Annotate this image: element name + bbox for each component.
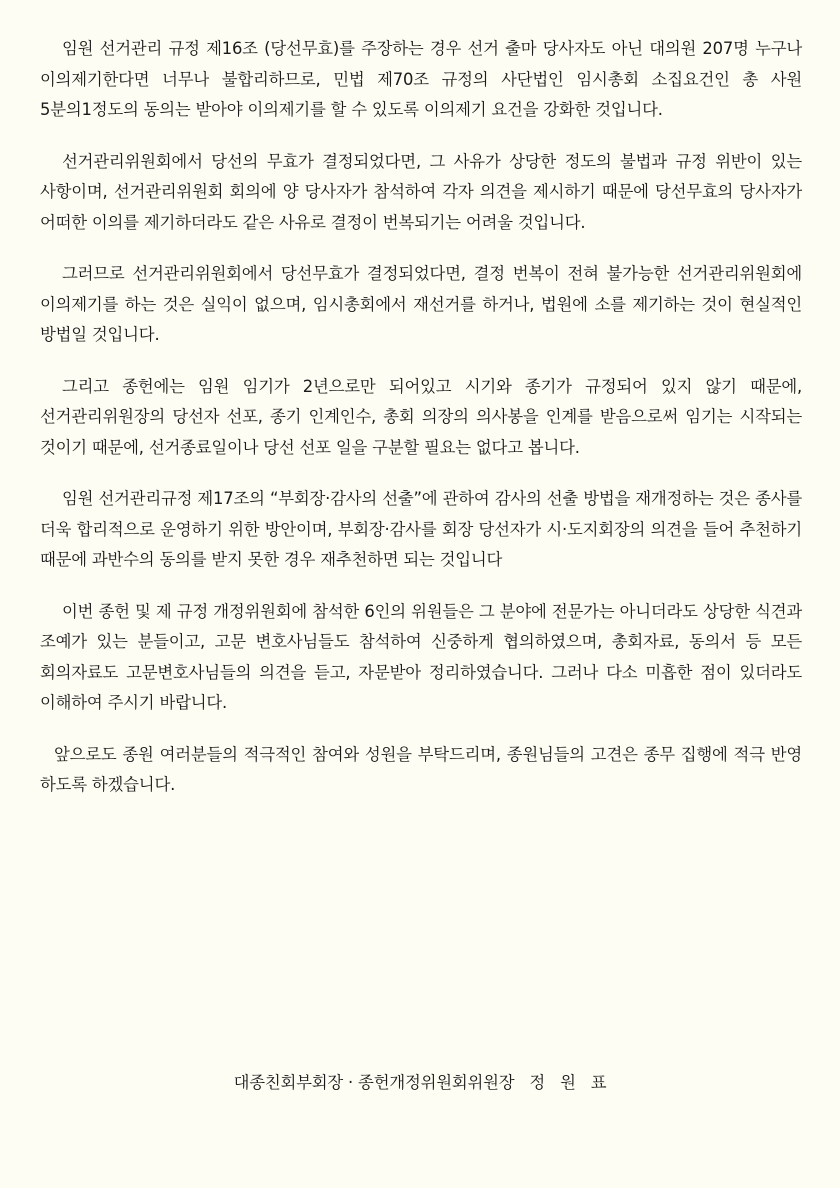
- paragraph-term-of-office: 그리고 종헌에는 임원 임기가 2년으로만 되어있고 시기와 종기가 규정되어 있지 않기 때문에, 선거관리위원장의 당선자 선포, 종기 인계인수, 총회 의장의 의사봉을 인계를 받음으로써 임기는 시작되는 것이기 때문에, 선거종료일이나 당선 선포 일을 구분할 필요는 없다고 봅니다.: [40, 376, 802, 457]
- paragraph-practical-remedy: 그러므로 선거관리위원회에서 당선무효가 결정되었다면, 결정 번복이 전혀 불가능한 선거관리위원회에 이의제기를 하는 것은 실익이 없으며, 임시총회에서 재선거를 하거나, 법원에 소를 제기하는 것이 현실적인 방법일 것입니다.: [40, 264, 802, 344]
- paragraph-closing-request: 앞으로도 종원 여러분들의 적극적인 참여와 성원을 부탁드리며, 종원님들의 고견은 종무 집행에 적극 반영 하도록 하겠습니다.: [40, 744, 802, 794]
- paragraph-committee-members: 이번 종헌 및 제 규정 개정위원회에 참석한 6인의 위원들은 그 분야에 전문가는 아니더라도 상당한 식견과 조예가 있는 분들이고, 고문 변호사님들도 참석하여 신중하게 협의하였으며, 총회자료, 동의서 등 모든 회의자료도 고문변호사님들의 의견을 듣고, 자문받아 정리하였습니다. 그러나 다소 미흡한 점이 있더라도 이해하여 주시기 바랍니다.: [40, 601, 802, 712]
- paragraph-vice-president-auditor: 임원 선거관리규정 제17조의 “부회장·감사의 선출”에 관하여 감사의 선출 방법을 재개정하는 것은 종사를 더욱 합리적으로 운영하기 위한 방안이며, 부회장·감사를 회장 당선자가 시·도지회장의 의견을 들어 추천하기 때문에 과반수의 동의를 받지 못한 경우 재추천하면 되는 것입니다: [40, 489, 802, 569]
- signature-line: 대종친회부회장 · 종헌개정위원회위원장 정 원 표: [233, 1073, 607, 1092]
- paragraph-election-objection: 임원 선거관리 규정 제16조 (당선무효)를 주장하는 경우 선거 출마 당사자도 아닌 대의원 207명 누구나 이의제기한다면 너무나 불합리하므로, 민법 제70조 규정의 사단법인 임시총회 소집요건인 총 사원 5분의1정도의 동의는 받아야 이의제기를 할 수 있도록 이의제기 요건을 강화한 것입니다.: [40, 39, 802, 119]
- paragraph-invalidation-decision: 선거관리위원회에서 당선의 무효가 결정되었다면, 그 사유가 상당한 정도의 불법과 규정 위반이 있는 사항이며, 선거관리위원회 회의에 양 당사자가 참석하여 각자 의견을 제시하기 때문에 당선무효의 당사자가 어떠한 이의를 제기하더라도 같은 사유로 결정이 번복되기는 어려울 것입니다.: [40, 151, 802, 232]
